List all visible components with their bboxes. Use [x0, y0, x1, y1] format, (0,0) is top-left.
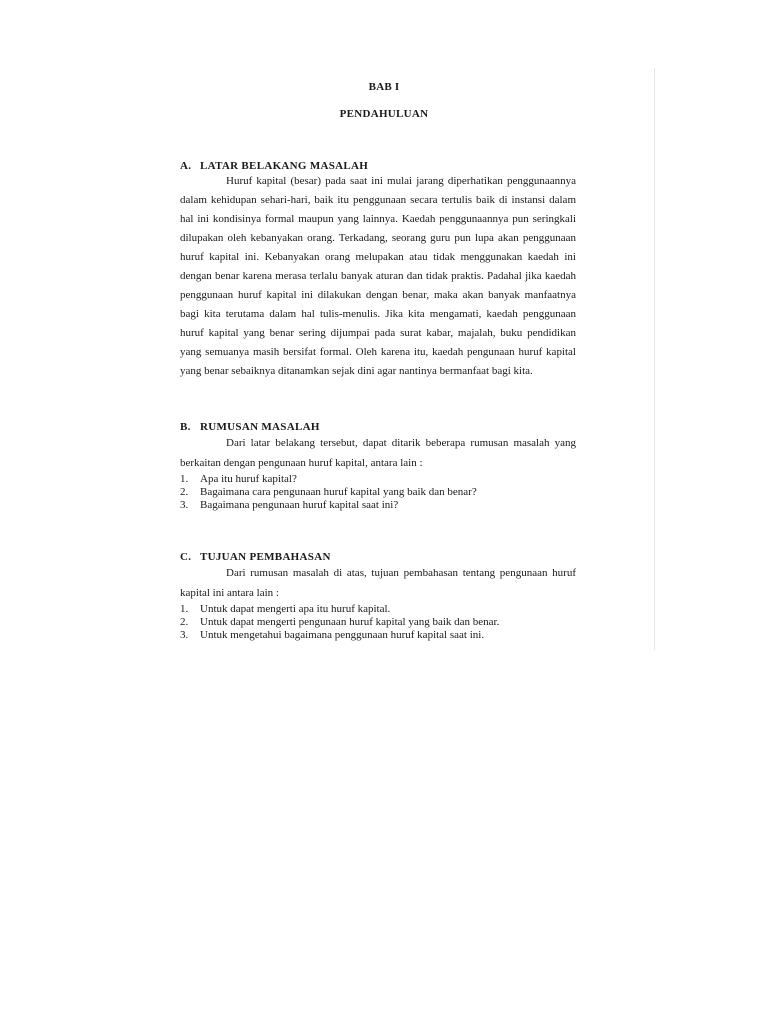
list-item-number: 1.: [180, 603, 189, 615]
section-heading: [180, 421, 576, 433]
list-item: [180, 603, 576, 616]
section-letter: A.: [180, 160, 192, 172]
chapter-title: PENDAHULUAN: [339, 108, 429, 120]
page-edge-line: [654, 68, 655, 650]
section-title: TUJUAN PEMBAHASAN: [200, 551, 331, 563]
list-item-number: 3.: [180, 499, 189, 511]
list-item-text: Bagaimana pengunaan huruf kapital saat ini?: [200, 499, 399, 511]
section-title: RUMUSAN MASALAH: [200, 421, 320, 433]
chapter-number: BAB I: [368, 81, 400, 93]
section-tujuan-pembahasan: [180, 551, 576, 642]
list-item-text: Untuk dapat mengerti pengunaan huruf kapital yang baik dan benar.: [200, 616, 500, 628]
section-paragraph: Dari latar belakang tersebut, dapat ditarik beberapa rumusan masalah yang berkaitan dengan pengunaan huruf kapital, antara lain :: [180, 437, 576, 469]
list-item-number: 2.: [180, 486, 189, 498]
list-item: [180, 486, 576, 499]
list-item-number: 1.: [180, 473, 189, 485]
section-paragraph: Dari rumusan masalah di atas, tujuan pembahasan tentang pengunaan huruf kapital ini antara lain :: [180, 567, 576, 599]
section-letter: B.: [180, 421, 191, 433]
section-heading: [180, 160, 576, 172]
list-item: [180, 473, 576, 486]
list-item-number: 3.: [180, 629, 189, 641]
list-item: [180, 616, 576, 629]
list-item-text: Untuk dapat mengerti apa itu huruf kapital.: [200, 603, 391, 615]
section-heading: [180, 551, 576, 563]
list-item-text: Untuk mengetahui bagaimana penggunaan huruf kapital saat ini.: [200, 629, 485, 641]
question-list: [180, 473, 576, 512]
section-latar-belakang: [180, 160, 576, 381]
list-item: [180, 629, 576, 642]
list-item: [180, 499, 576, 512]
objective-list: [180, 603, 576, 642]
section-letter: C.: [180, 551, 192, 563]
list-item-text: Bagaimana cara pengunaan huruf kapital yang baik dan benar?: [200, 486, 477, 498]
list-item-number: 2.: [180, 616, 189, 628]
section-title: LATAR BELAKANG MASALAH: [200, 160, 369, 172]
section-rumusan-masalah: [180, 421, 576, 512]
section-paragraph: Huruf kapital (besar) pada saat ini mulai jarang diperhatikan penggunaannya dalam kehidupan sehari-hari, baik itu penggunaan secara tertulis baik di instansi dalam hal ini kondisinya formal maupun yang lainnya. Kaedah penggunaannya pun seringkali dilupakan oleh kebanyakan orang. Terkadang, seorang guru pun lupa akan penggunaan huruf kapital ini. Kebanyakan orang melupakan atau tidak menggunakan kaedah ini dengan benar karena merasa terlalu banyak aturan dan tidak praktis. Padahal jika kaedah penggunaan huruf kapital ini dilakukan dengan benar, maka akan banyak manfaatnya bagi kita terutama dalam hal tulis-menulis. Jika kita mengamati, kaedah penggunaan huruf kapital yang benar sering dijumpai pada surat kabar, majalah, buku pendidikan yang semuanya masih bersifat formal. Oleh karena itu, kaedah pengunaan huruf kapital yang benar sebaiknya ditanamkan sejak dini agar nantinya bermanfaat bagi kita.: [180, 175, 576, 377]
list-item-text: Apa itu huruf kapital?: [200, 473, 297, 485]
